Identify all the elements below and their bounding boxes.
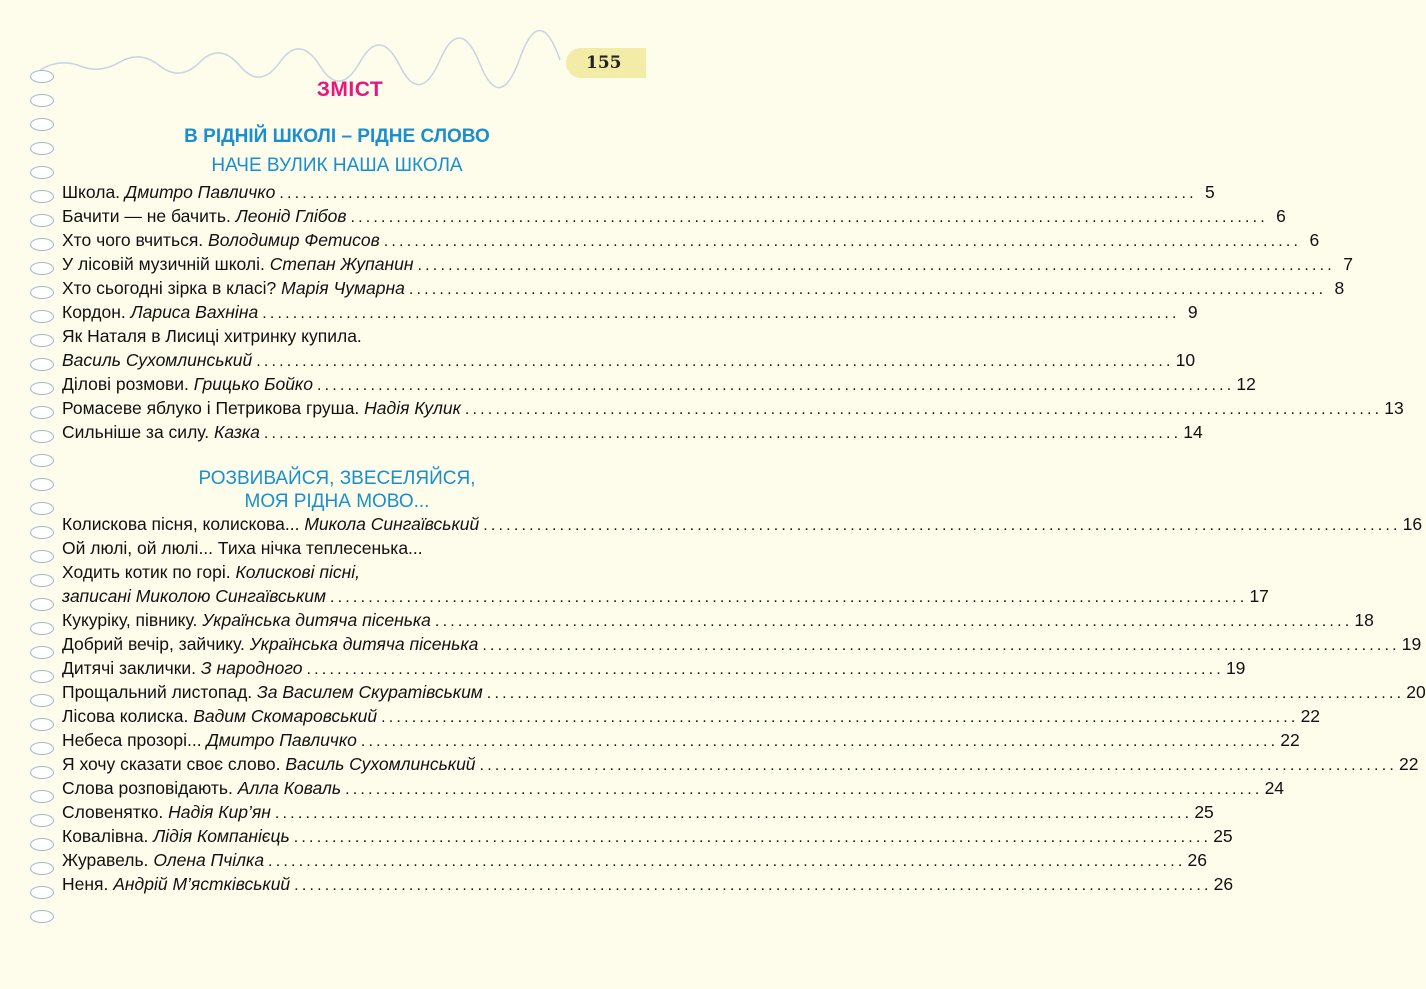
binding-ring [30,526,54,539]
entry-title: У лісовій музичній школі. [62,254,265,274]
binding-ring [30,502,54,515]
binding-ring [30,694,54,707]
page-number: 155 [566,48,646,78]
toc-entry-text [62,800,271,824]
binding-ring [30,262,54,275]
dot-leader: ........................................................................................................................ [294,877,1212,894]
toc-entry [62,252,1353,276]
entry-author: Андрій М’ястківський [113,874,291,894]
toc-entry-text [62,204,346,228]
binding-ring [30,478,54,491]
entry-page: 19 [1225,658,1246,678]
toc-entry-text [62,704,377,728]
entry-author: Алла Коваль [237,778,342,798]
part1-subheading: НАЧЕ ВУЛИК НАША ШКОЛА [211,155,463,176]
binding-ring [30,286,54,299]
toc-entry-text [62,560,360,584]
entry-page: 20 [1406,682,1426,702]
entry-page: 6 [1276,206,1286,226]
entry-title: Школа. [62,182,121,202]
toc-entry-text [62,180,275,204]
toc-entry-text [62,252,414,276]
binding-ring [30,166,54,179]
entry-author: Українська дитяча пісенька [249,634,479,654]
entry-author: За Василем Скуратівським [257,682,483,702]
toc-list-part2 [62,512,1426,896]
entry-author: Дмитро Павличко [206,730,357,750]
entry-author: З народного [200,658,303,678]
binding-ring [30,790,54,803]
entry-author: Василь Сухомлинський [285,754,476,774]
spiral-binding [30,70,56,930]
toc-entry [62,228,1320,252]
entry-author: Леонід Глібов [235,206,347,226]
binding-ring [30,814,54,827]
entry-title: Хто сьогодні зірка в класі? [62,278,277,298]
entry-page: 22 [1280,730,1300,750]
entry-page: 25 [1213,826,1233,846]
entry-title: Ковалівна. [62,826,149,846]
entry-author: Володимир Фетисов [208,230,380,250]
entry-page: 24 [1264,778,1285,798]
dot-leader: ........................................................................................................................ [434,613,1353,630]
dot-leader: ........................................................................................................................ [316,377,1235,394]
entry-page: 22 [1398,754,1419,774]
entry-title: Ділові розмови. [62,374,189,394]
toc-entry [62,776,1285,800]
entry-author: записані Миколою Сингаївським [62,586,326,606]
toc-entry-text [62,608,431,632]
toc-entry [62,824,1233,848]
entry-author: Українська дитяча пісенька [202,610,431,630]
binding-ring [30,430,54,443]
binding-ring [30,646,54,659]
binding-ring [30,598,54,611]
entry-title: Ромасеве яблуко і Петрикова груша. [62,398,360,418]
toc-entry [62,656,1246,680]
toc-entry [62,180,1215,204]
entry-title: Ой люлі, ой люлі... Тиха нічка теплесенька... [62,538,423,558]
entry-title: Небеса прозорі... [62,730,202,750]
part2-heading-line1: РОЗВИВАЙСЯ, ЗВЕСЕЛЯЙСЯ, [198,468,476,489]
binding-ring [30,454,54,467]
toc-entry [62,632,1422,656]
entry-title: Неня. [62,874,109,894]
toc-entry [62,560,610,584]
toc-entry [62,348,1196,372]
toc-entry-text [62,680,483,704]
dot-leader: ........................................................................................................................ [381,709,1299,726]
toc-entry [62,324,610,348]
entry-author: Степан Жупанин [269,254,414,274]
entry-author: Дмитро Павличко [124,182,276,202]
entry-author: Василь Сухомлинський [62,350,253,370]
entry-title: Слова розповідають. [62,778,233,798]
binding-ring [30,862,54,875]
toc-entry [62,300,1198,324]
binding-ring [30,238,54,251]
toc-entry-text [62,300,258,324]
dot-leader: ........................................................................................................................ [408,281,1327,298]
toc-entry [62,396,1404,420]
binding-ring [30,406,54,419]
binding-ring [30,574,54,587]
binding-ring [30,190,54,203]
entry-page: 22 [1300,706,1321,726]
binding-ring [30,670,54,683]
toc-entry [62,728,1300,752]
dot-leader: ........................................................................................................................ [479,757,1397,774]
entry-title: Прощальний листопад. [62,682,253,702]
toc-entry-text [62,512,479,536]
binding-ring [30,310,54,323]
entry-title: Журавель. [62,850,149,870]
entry-title: Сильніше за силу. [62,422,210,442]
toc-list-part1 [62,180,1404,444]
dot-leader: ........................................................................................................................ [486,685,1405,702]
toc-entry-text [62,372,313,396]
toc-entry [62,204,1286,228]
dot-leader: ........................................................................................................................ [360,733,1279,750]
dot-leader: ........................................................................................................................ [417,257,1335,274]
dot-leader: ........................................................................................................................ [274,805,1193,822]
dot-leader: ........................................................................................................................ [464,401,1383,418]
entry-page: 12 [1236,374,1256,394]
toc-entry [62,584,1269,608]
binding-ring [30,622,54,635]
entry-title: Колискова пісня, колискова... [62,514,300,534]
dot-leader: ........................................................................................................................ [293,829,1212,846]
toc-entry-text [62,872,290,896]
toc-entry [62,680,1426,704]
toc-entry-text [62,228,380,252]
entry-page: 19 [1401,634,1422,654]
dot-leader: ........................................................................................................................ [350,209,1268,226]
toc-entry-text [62,420,260,444]
dot-leader: ........................................................................................................................ [483,517,1401,534]
toc-entry-text [62,848,264,872]
toc-entry-text [62,728,357,752]
toc-entry-text [62,396,461,420]
entry-author: Марія Чумарна [281,278,405,298]
entry-author: Лідія Компанієць [153,826,290,846]
entry-title: Дитячі заклички. [62,658,196,678]
entry-page: 6 [1309,230,1320,250]
dot-leader: ........................................................................................................................ [262,305,1180,322]
dot-leader: ........................................................................................................................ [482,637,1400,654]
toc-entry [62,872,1234,896]
entry-page: 25 [1194,802,1214,822]
toc-entry [62,420,1203,444]
entry-page: 10 [1175,350,1196,370]
binding-ring [30,334,54,347]
entry-title: Добрий вечір, зайчику. [62,634,245,654]
binding-ring [30,550,54,563]
toc-entry-text [62,656,303,680]
toc-entry [62,276,1345,300]
entry-author: Надія Кулик [364,398,461,418]
dot-leader: ........................................................................................................................ [345,781,1263,798]
toc-entry [62,848,1207,872]
toc-entry [62,704,1321,728]
dot-leader: ........................................................................................................................ [306,661,1224,678]
toc-entry [62,372,1256,396]
entry-page: 5 [1205,182,1215,202]
binding-ring [30,766,54,779]
dot-leader: ........................................................................................................................ [330,589,1248,606]
entry-title: Хто чого вчиться. [62,230,204,250]
entry-title: Кордон. [62,302,126,322]
binding-ring [30,742,54,755]
toc-entry [62,536,610,560]
entry-page: 26 [1213,874,1234,894]
dot-leader: ........................................................................................................................ [383,233,1302,250]
toc-entry-text [62,348,252,372]
toc-entry-text [62,536,423,560]
entry-page: 9 [1187,302,1198,322]
part2-heading-line2: МОЯ РІДНА МОВО... [244,491,430,512]
entry-title: Як Наталя в Лисиці хитринку купила. [62,326,362,346]
entry-author: Казка [214,422,260,442]
toc-entry [62,512,1423,536]
binding-ring [30,718,54,731]
binding-ring [30,214,54,227]
dot-leader: ........................................................................................................................ [268,853,1186,870]
entry-title: Бачити — не бачить. [62,206,231,226]
entry-title: Ходить котик по горі. [62,562,231,582]
binding-ring [30,886,54,899]
toc-entry-text [62,276,405,300]
toc-entry-text [62,632,478,656]
dot-leader: ........................................................................................................................ [279,185,1197,202]
entry-author: Вадим Скомаровський [193,706,378,726]
entry-page: 7 [1343,254,1353,274]
binding-ring [30,838,54,851]
entry-page: 13 [1384,398,1404,418]
toc-entry [62,752,1419,776]
binding-ring [30,910,54,923]
toc-entry-text [62,776,341,800]
toc-entry-text [62,752,476,776]
entry-page: 16 [1402,514,1423,534]
binding-ring [30,382,54,395]
dot-leader: ........................................................................................................................ [256,353,1174,370]
binding-ring [30,142,54,155]
entry-page: 8 [1334,278,1345,298]
entry-author: Колискові пісні, [235,562,361,582]
entry-page: 14 [1183,422,1203,442]
entry-title: Словенятко. [62,802,164,822]
entry-author: Надія Кир’ян [168,802,271,822]
part1-heading: В РІДНІЙ ШКОЛІ – РІДНЕ СЛОВО [184,126,490,147]
entry-author: Микола Сингаївський [304,514,480,534]
entry-author: Лариса Вахніна [130,302,259,322]
entry-title: Я хочу сказати своє слово. [62,754,281,774]
entry-page: 17 [1249,586,1269,606]
page-title: ЗМІСТ [316,78,384,101]
toc-entry [62,800,1214,824]
binding-ring [30,118,54,131]
toc-entry [62,608,1374,632]
entry-author: Олена Пчілка [153,850,265,870]
entry-title: Лісова колиска. [62,706,189,726]
entry-page: 18 [1354,610,1374,630]
dot-leader: ........................................................................................................................ [263,425,1182,442]
entry-page: 26 [1187,850,1207,870]
binding-ring [30,358,54,371]
entry-title: Кукуріку, півнику. [62,610,198,630]
entry-author: Грицько Бойко [193,374,313,394]
toc-entry-text [62,824,290,848]
toc-entry-text [62,584,326,608]
toc-entry-text [62,324,362,348]
